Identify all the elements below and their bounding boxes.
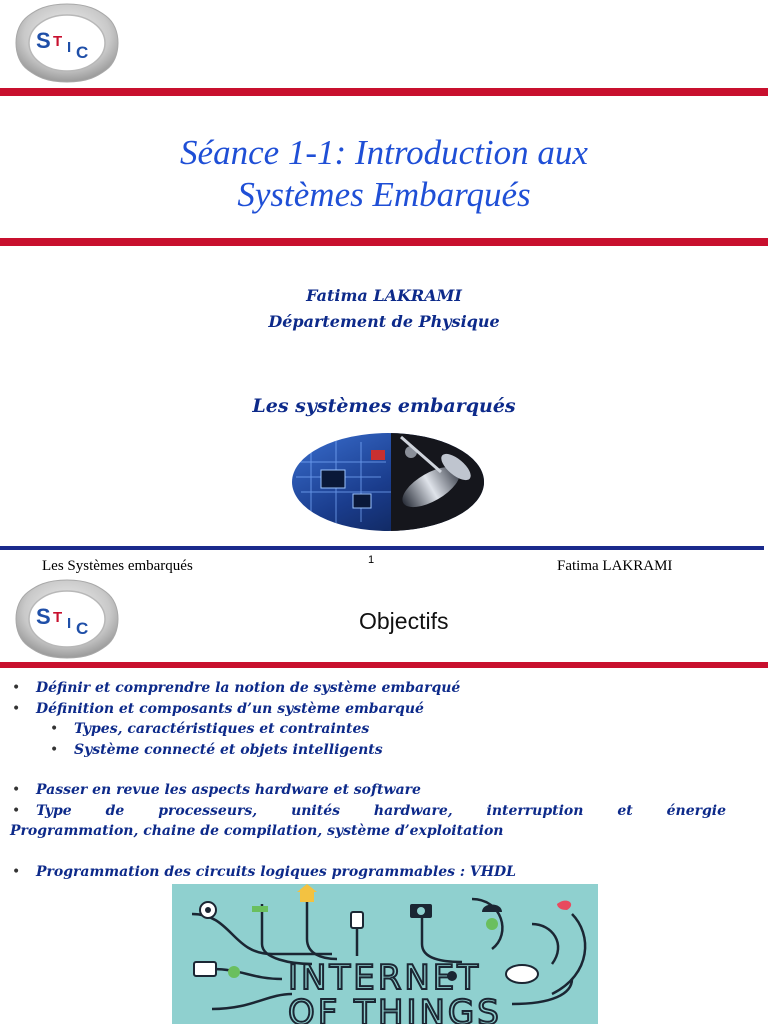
stic-logo xyxy=(14,2,120,84)
svg-text:C: C xyxy=(76,43,89,62)
svg-text:S: S xyxy=(36,604,51,629)
slide-subtitle: Les systèmes embarqués xyxy=(252,395,516,417)
svg-text:C: C xyxy=(76,619,89,638)
list-item: • Type de processeurs, unités hardware, interruption et énergie xyxy=(10,801,726,822)
footer-divider xyxy=(0,546,764,550)
list-item-continuation: Programmation, chaine de compilation, système d’exploitation xyxy=(10,823,504,839)
author-name: Fatima LAKRAMI xyxy=(306,286,462,305)
list-item-sub: • Types, caractéristiques et contraintes xyxy=(10,719,726,740)
svg-text:T: T xyxy=(53,33,63,50)
svg-text:T: T xyxy=(53,609,63,626)
objectives-list xyxy=(10,678,726,882)
svg-text:I: I xyxy=(67,39,72,56)
list-item: • Définition et composants d’un système embarqué xyxy=(10,699,726,720)
list-item: • Définir et comprendre la notion de système embarqué xyxy=(10,678,726,699)
iot-image xyxy=(172,884,598,1024)
footer-left: Les Systèmes embarqués xyxy=(42,558,193,574)
objectifs-title: Objectifs xyxy=(359,608,449,634)
svg-text:I: I xyxy=(67,615,72,632)
embedded-systems-image xyxy=(291,432,485,532)
list-item: • Passer en revue les aspects hardware et software xyxy=(10,780,726,801)
list-item-sub: • Système connecté et objets intelligents xyxy=(10,740,726,761)
footer-right: Fatima LAKRAMI xyxy=(557,558,673,574)
slide-title-line1: Séance 1-1: Introduction aux xyxy=(180,133,588,172)
list-item: • Programmation des circuits logiques programmables : VHDL xyxy=(10,862,726,883)
stic-logo-2 xyxy=(14,578,120,660)
bottom-red-divider xyxy=(0,238,768,246)
page-number: 1 xyxy=(368,554,375,566)
objectifs-red-divider xyxy=(0,662,768,668)
svg-text:S: S xyxy=(36,28,51,53)
svg-text:OF THINGS: OF THINGS xyxy=(288,993,502,1024)
svg-text:INTERNET: INTERNET xyxy=(288,958,482,998)
department-name: Département de Physique xyxy=(268,312,500,331)
top-red-divider xyxy=(0,88,768,96)
slide-title-line2: Systèmes Embarqués xyxy=(237,175,531,214)
